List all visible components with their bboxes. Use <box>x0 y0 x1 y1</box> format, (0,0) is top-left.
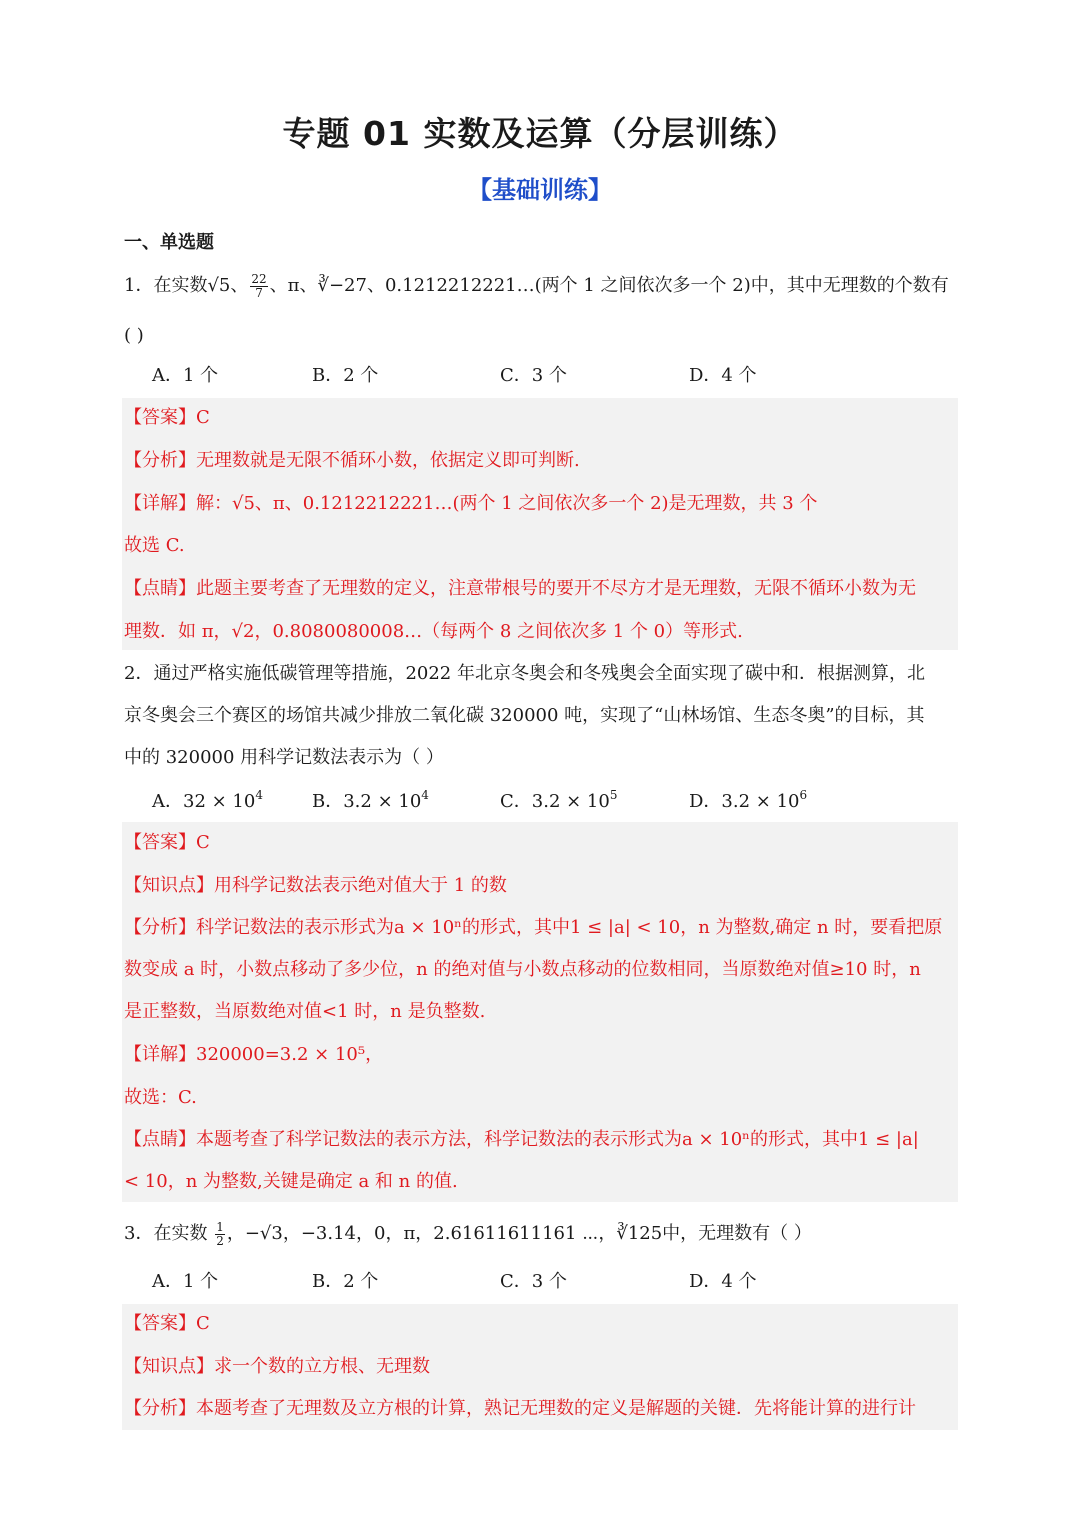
q2-option-a-base: A．32 × 10 <box>152 791 256 812</box>
q2-option-b-exponent: 4 <box>421 788 429 802</box>
q3-stem-part-a: 3．在实数 <box>124 1223 214 1244</box>
q1-fraction-denominator: 7 <box>255 285 263 300</box>
q1-stem-part-b: 、π、∛−27、0.1212212221…(两个 1 之间依次多一个 2)中，其中无理数的个数有 <box>269 275 949 296</box>
q2-option-b-base: B．3.2 × 10 <box>312 791 422 812</box>
q1-stem <box>124 272 958 300</box>
q2-option-c-exponent: 5 <box>609 788 618 802</box>
q3-option-c: C．3 个 <box>500 1271 567 1292</box>
q3-option-d: D．4 个 <box>689 1271 757 1292</box>
q2-option-d-base: D．3.2 × 10 <box>689 791 800 812</box>
q2-stem-line-3: 中的 320000 用科学记数法表示为（ ） <box>124 747 444 768</box>
q2-option-a <box>152 788 263 816</box>
q1-stem-part-a: 1．在实数√5、 <box>124 275 249 296</box>
q2-stem-line-1: 2．通过严格实施低碳管理等措施，2022 年北京冬奥会和冬残奥会全面实现了碳中和．根据测算，北 <box>124 663 925 684</box>
q1-option-a: A．1 个 <box>152 365 219 386</box>
q3-fraction <box>215 1221 225 1248</box>
page-title: 专题 01 实数及运算（分层训练） <box>282 114 798 153</box>
q3-stem-part-b: ，−√3，−3.14，0，π，2.61611611161 ⋯，∛125中，无理数有（ ） <box>226 1223 812 1244</box>
q1-option-b: B．2 个 <box>312 365 379 386</box>
q1-stem-bracket: ( ) <box>124 325 144 346</box>
q3-stem <box>124 1220 958 1248</box>
q1-fraction-numerator: 22 <box>251 271 267 286</box>
q3-fraction-denominator: 2 <box>216 1233 224 1248</box>
q3-analysis: 【分析】本题考查了无理数及立方根的计算，熟记无理数的定义是解题的关键．先将能计算的进行计 <box>124 1398 916 1419</box>
q2-option-d <box>689 788 807 816</box>
q2-comment-line-2: < 10，n 为整数,关键是确定 a 和 n 的值. <box>124 1171 458 1192</box>
section-heading: 一、单选题 <box>124 232 214 253</box>
page-subtitle: 【基础训练】 <box>468 176 612 204</box>
q2-answer: 【答案】C <box>124 832 210 853</box>
q2-comment-line-1: 【点睛】本题考查了科学记数法的表示方法，科学记数法的表示形式为a × 10ⁿ的形式，其中1 ≤ |a| <box>124 1129 919 1150</box>
q2-choose: 故选：C. <box>124 1087 197 1108</box>
q3-option-a: A．1 个 <box>152 1271 219 1292</box>
q2-analysis-line-1: 【分析】科学记数法的表示形式为a × 10ⁿ的形式，其中1 ≤ |a| < 10，n 为整数,确定 n 时，要看把原 <box>124 917 943 938</box>
q1-option-c: C．3 个 <box>500 365 567 386</box>
q2-option-c-base: C．3.2 × 10 <box>500 791 610 812</box>
q1-fraction <box>250 273 267 300</box>
q2-detail: 【详解】320000=3.2 × 10⁵， <box>124 1044 384 1065</box>
q1-detail: 【详解】解：√5、π、0.1212212221…(两个 1 之间依次多一个 2)是无理数，共 3 个 <box>124 493 818 514</box>
q1-analysis: 【分析】无理数就是无限不循环小数，依据定义即可判断. <box>124 450 580 471</box>
q2-analysis-line-2: 数变成 a 时，小数点移动了多少位，n 的绝对值与小数点移动的位数相同，当原数绝对值≥10 时，n <box>124 959 921 980</box>
q2-option-b <box>312 788 429 816</box>
q2-option-a-exponent: 4 <box>255 788 263 802</box>
q1-comment-line-1: 【点睛】此题主要考查了无理数的定义，注意带根号的要开不尽方才是无理数，无限不循环小数为无 <box>124 578 916 599</box>
q3-option-b: B．2 个 <box>312 1271 379 1292</box>
q2-analysis-line-3: 是正整数，当原数绝对值<1 时，n 是负整数. <box>124 1001 486 1022</box>
q2-option-d-exponent: 6 <box>799 788 808 802</box>
q3-fraction-numerator: 1 <box>216 1219 224 1234</box>
q1-comment-line-2: 理数．如 π，√2，0.8080080008…（每两个 8 之间依次多 1 个 0）等形式. <box>124 621 743 642</box>
q3-answer: 【答案】C <box>124 1313 210 1334</box>
q2-knowledge: 【知识点】用科学记数法表示绝对值大于 1 的数 <box>124 875 507 896</box>
q1-answer: 【答案】C <box>124 407 210 428</box>
q2-stem-line-2: 京冬奥会三个赛区的场馆共减少排放二氧化碳 320000 吨，实现了“山林场馆、生态冬奥”的目标，其 <box>124 705 925 726</box>
q1-solution-box <box>122 398 958 650</box>
q2-option-c <box>500 788 617 816</box>
q1-choose: 故选 C. <box>124 535 185 556</box>
q3-knowledge: 【知识点】求一个数的立方根、无理数 <box>124 1356 430 1377</box>
q1-option-d: D．4 个 <box>689 365 757 386</box>
